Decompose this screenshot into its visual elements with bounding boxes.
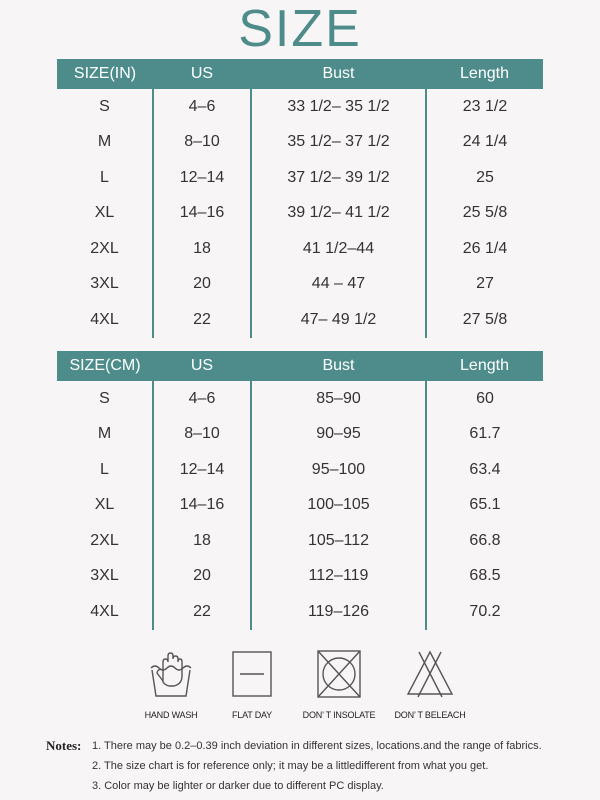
us-cell: 14–16 xyxy=(153,488,251,524)
table-row xyxy=(57,488,543,524)
size-cell: S xyxy=(99,389,110,407)
hand-wash-icon xyxy=(143,648,199,700)
note-item: 3. Color may be lighter or darker due to different PC display. xyxy=(92,780,384,792)
size-cell: 3XL xyxy=(90,275,119,293)
table-header-row xyxy=(57,351,543,381)
length-cell: 24 1/4 xyxy=(426,125,543,161)
us-cell: 4–6 xyxy=(153,89,251,125)
header-us: US xyxy=(153,59,251,89)
us-cell: 8–10 xyxy=(153,417,251,453)
table-row xyxy=(57,302,543,338)
size-cell: M xyxy=(97,133,112,151)
note-item: 2. The size chart is for reference only; it may be a littledifferent from what you get. xyxy=(92,760,489,772)
notes-section xyxy=(46,736,594,796)
table-row xyxy=(57,125,543,161)
care-do-not-tumble-dry xyxy=(294,648,384,720)
length-cell: 23 1/2 xyxy=(426,89,543,125)
bust-cell: 35 1/2– 37 1/2 xyxy=(251,125,426,161)
length-cell: 68.5 xyxy=(426,559,543,595)
table-row xyxy=(57,196,543,232)
us-cell: 18 xyxy=(153,523,251,559)
do-not-bleach-icon xyxy=(402,648,458,700)
bust-cell: 41 1/2–44 xyxy=(251,231,426,267)
table-row xyxy=(57,417,543,453)
size-cell: 4XL xyxy=(90,310,119,328)
length-cell: 25 5/8 xyxy=(426,196,543,232)
size-cell: M xyxy=(97,425,112,443)
care-label: HAND WASH xyxy=(144,710,198,720)
us-cell: 22 xyxy=(153,302,251,338)
length-cell: 61.7 xyxy=(426,417,543,453)
do-not-tumble-dry-icon xyxy=(311,648,367,700)
us-cell: 20 xyxy=(153,559,251,595)
table-header-row xyxy=(57,59,543,89)
table-row xyxy=(57,559,543,595)
us-cell: 22 xyxy=(153,594,251,630)
header-us: US xyxy=(153,351,251,381)
care-label: DON’ T INSOLATE xyxy=(302,710,376,720)
length-cell: 25 xyxy=(426,160,543,196)
size-cell: 3XL xyxy=(90,567,119,585)
size-cell: XL xyxy=(94,204,115,222)
length-cell: 65.1 xyxy=(426,488,543,524)
table-row xyxy=(57,381,543,417)
length-cell: 60 xyxy=(426,381,543,417)
size-cell: S xyxy=(99,97,110,115)
table-body xyxy=(57,381,543,630)
header-bust: Bust xyxy=(251,59,426,89)
care-do-not-bleach xyxy=(385,648,475,720)
bust-cell: 119–126 xyxy=(251,594,426,630)
note-item: 1. There may be 0.2–0.39 inch deviation in different sizes, locations.and the range of fabrics. xyxy=(92,740,542,752)
length-cell: 27 xyxy=(426,267,543,303)
header-length: Length xyxy=(426,351,543,381)
table-row xyxy=(57,267,543,303)
us-cell: 4–6 xyxy=(153,381,251,417)
size-cell: 2XL xyxy=(90,239,119,257)
length-cell: 70.2 xyxy=(426,594,543,630)
bust-cell: 33 1/2– 35 1/2 xyxy=(251,89,426,125)
table-row xyxy=(57,594,543,630)
care-hand-wash xyxy=(126,648,216,720)
table-row xyxy=(57,231,543,267)
bust-cell: 47– 49 1/2 xyxy=(251,302,426,338)
table-row xyxy=(57,523,543,559)
header-size: SIZE(IN) xyxy=(57,59,153,89)
us-cell: 12–14 xyxy=(153,160,251,196)
care-label: DON’ T BELEACH xyxy=(394,710,466,720)
size-cell: L xyxy=(100,460,109,478)
size-cell: XL xyxy=(94,496,115,514)
notes-title: Notes: xyxy=(46,738,82,753)
bust-cell: 105–112 xyxy=(251,523,426,559)
us-cell: 18 xyxy=(153,231,251,267)
table-row xyxy=(57,89,543,125)
us-cell: 8–10 xyxy=(153,125,251,161)
bust-cell: 95–100 xyxy=(251,452,426,488)
bust-cell: 90–95 xyxy=(251,417,426,453)
size-cell: L xyxy=(100,168,109,186)
us-cell: 20 xyxy=(153,267,251,303)
length-cell: 66.8 xyxy=(426,523,543,559)
length-cell: 27 5/8 xyxy=(426,302,543,338)
bust-cell: 37 1/2– 39 1/2 xyxy=(251,160,426,196)
bust-cell: 100–105 xyxy=(251,488,426,524)
header-length: Length xyxy=(426,59,543,89)
size-cell: 4XL xyxy=(90,602,119,620)
size-cell: 2XL xyxy=(90,531,119,549)
length-cell: 26 1/4 xyxy=(426,231,543,267)
bust-cell: 85–90 xyxy=(251,381,426,417)
bust-cell: 112–119 xyxy=(251,559,426,595)
care-label: FLAT DAY xyxy=(232,710,272,720)
bust-cell: 44 – 47 xyxy=(251,267,426,303)
table-body xyxy=(57,89,543,338)
bust-cell: 39 1/2– 41 1/2 xyxy=(251,196,426,232)
us-cell: 14–16 xyxy=(153,196,251,232)
us-cell: 12–14 xyxy=(153,452,251,488)
length-cell: 63.4 xyxy=(426,452,543,488)
size-table-inches xyxy=(57,59,543,338)
flat-dry-icon xyxy=(224,648,280,700)
header-size: SIZE(CM) xyxy=(57,351,153,381)
size-table-centimeters xyxy=(57,351,543,630)
care-flat-dry xyxy=(207,648,297,720)
table-row xyxy=(57,160,543,196)
header-bust: Bust xyxy=(251,351,426,381)
page-title: SIZE xyxy=(238,0,362,58)
table-row xyxy=(57,452,543,488)
